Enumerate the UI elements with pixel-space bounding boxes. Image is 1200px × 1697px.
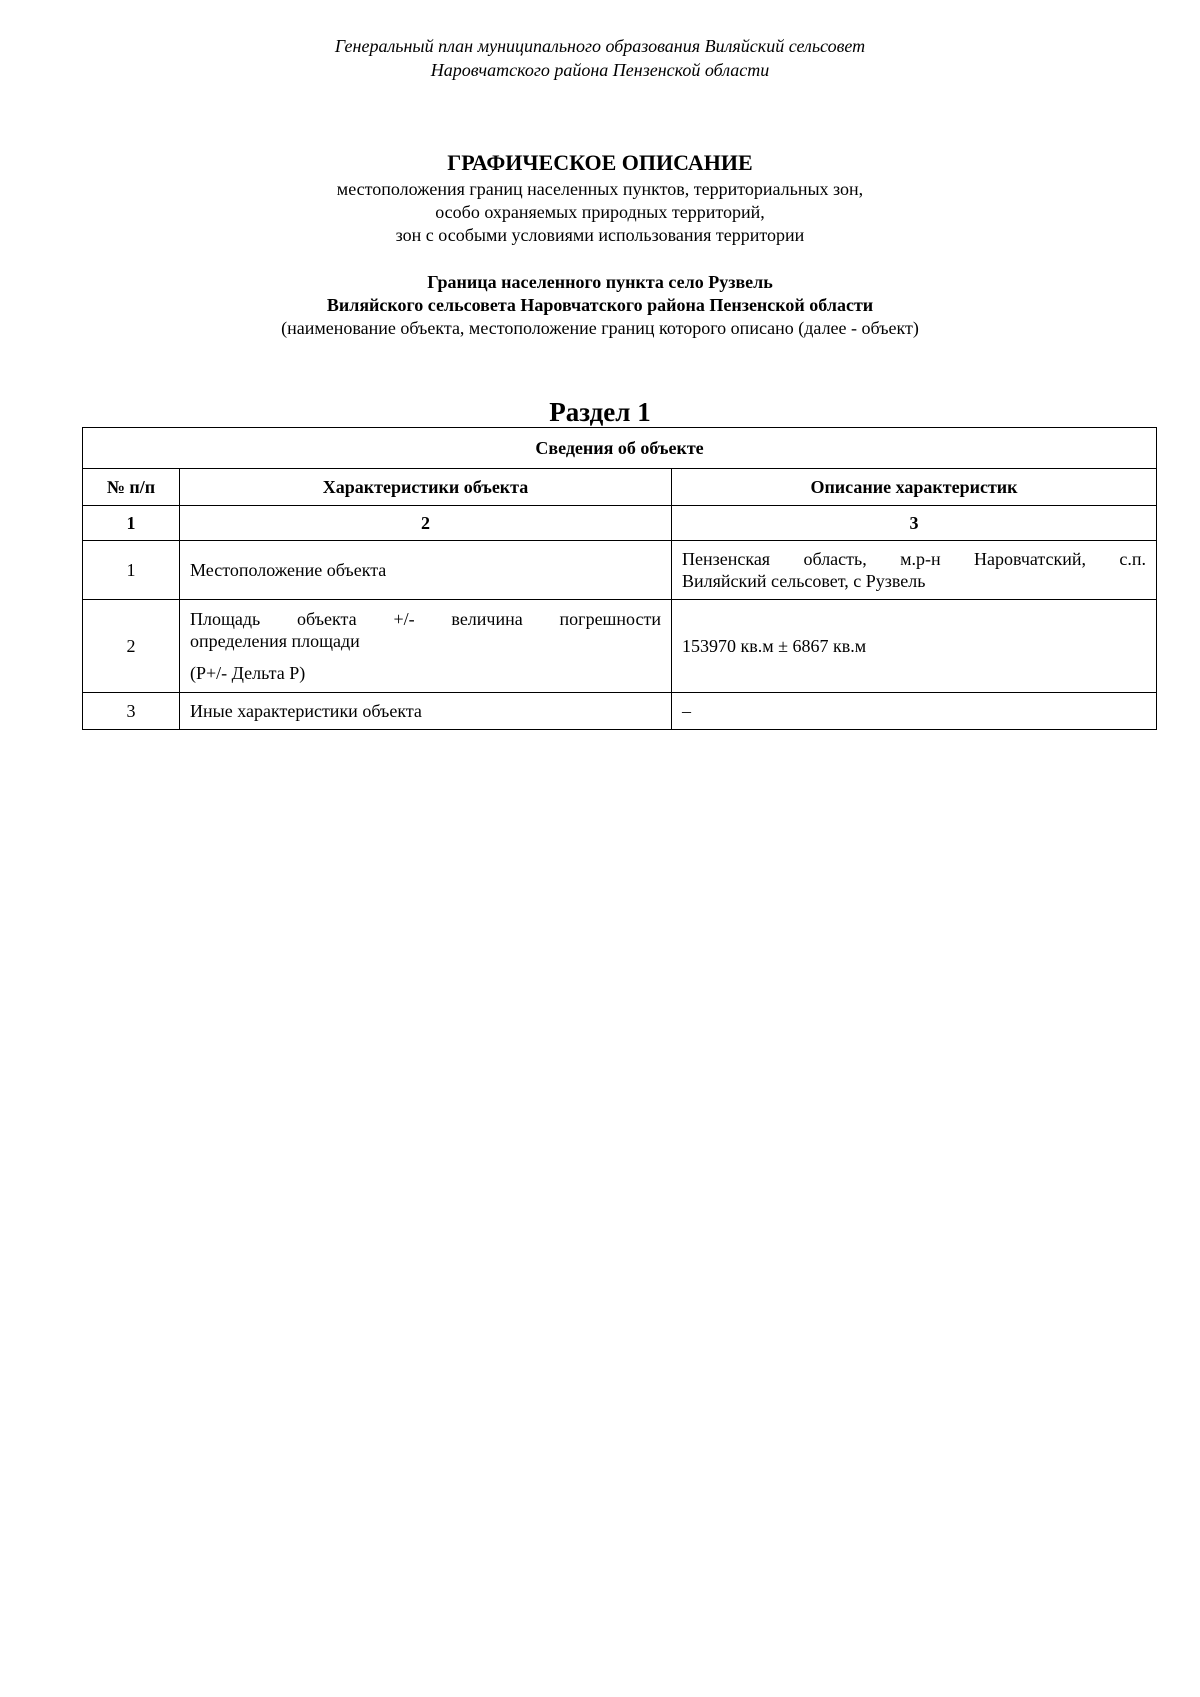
document-header-line-2: Наровчатского района Пензенской области	[430, 60, 770, 80]
row-characteristic-line-3: (P+/- Дельта P)	[190, 663, 306, 683]
document-header-line-1: Генеральный план муниципального образования Виляйский сельсовет	[334, 36, 866, 56]
document-title: ГРАФИЧЕСКОЕ ОПИСАНИЕ	[447, 150, 753, 175]
row-description	[672, 541, 1157, 600]
column-number-2: 2	[180, 506, 672, 541]
row-characteristic	[180, 600, 672, 693]
object-info-table	[82, 427, 1157, 730]
column-header-characteristic: Характеристики объекта	[180, 469, 672, 506]
row-description: 153970 кв.м ± 6867 кв.м	[672, 600, 1157, 693]
column-number-3: 3	[672, 506, 1157, 541]
object-name-line-1: Граница населенного пункта село Рузвель	[427, 272, 773, 292]
row-number: 2	[83, 600, 180, 693]
table-header-row	[83, 469, 1157, 506]
row-characteristic-line-2: определения площади	[190, 631, 360, 651]
column-number-row	[83, 506, 1157, 541]
table-caption: Сведения об объекте	[83, 428, 1157, 469]
table-row	[83, 600, 1157, 693]
row-description-line-1: Пензенская область, м.р-н Наровчатский, с.п.	[682, 549, 1147, 569]
section-title: Раздел 1	[549, 397, 651, 427]
title-subtitle-line-1: местоположения границ населенных пунктов, территориальных зон,	[336, 179, 864, 199]
row-characteristic-line-1: Площадь объекта +/- величина погрешности	[190, 609, 661, 629]
row-description: –	[672, 693, 1157, 730]
row-characteristic: Местоположение объекта	[180, 541, 672, 600]
title-subtitle-line-2: особо охраняемых природных территорий,	[435, 202, 765, 222]
column-header-description: Описание характеристик	[672, 469, 1157, 506]
object-name-note: (наименование объекта, местоположение границ которого описано (далее - объект)	[281, 318, 919, 338]
object-name-line-2: Виляйского сельсовета Наровчатского района Пензенской области	[326, 295, 874, 315]
table-row	[83, 693, 1157, 730]
table-row	[83, 541, 1157, 600]
table-caption-row	[83, 428, 1157, 469]
column-number-1: 1	[83, 506, 180, 541]
row-characteristic: Иные характеристики объекта	[180, 693, 672, 730]
title-subtitle-line-3: зон с особыми условиями использования территории	[395, 225, 805, 245]
row-number: 1	[83, 541, 180, 600]
row-number: 3	[83, 693, 180, 730]
row-description-line-2: Виляйский сельсовет, с Рузвель	[682, 571, 926, 591]
column-header-number: № п/п	[83, 469, 180, 506]
